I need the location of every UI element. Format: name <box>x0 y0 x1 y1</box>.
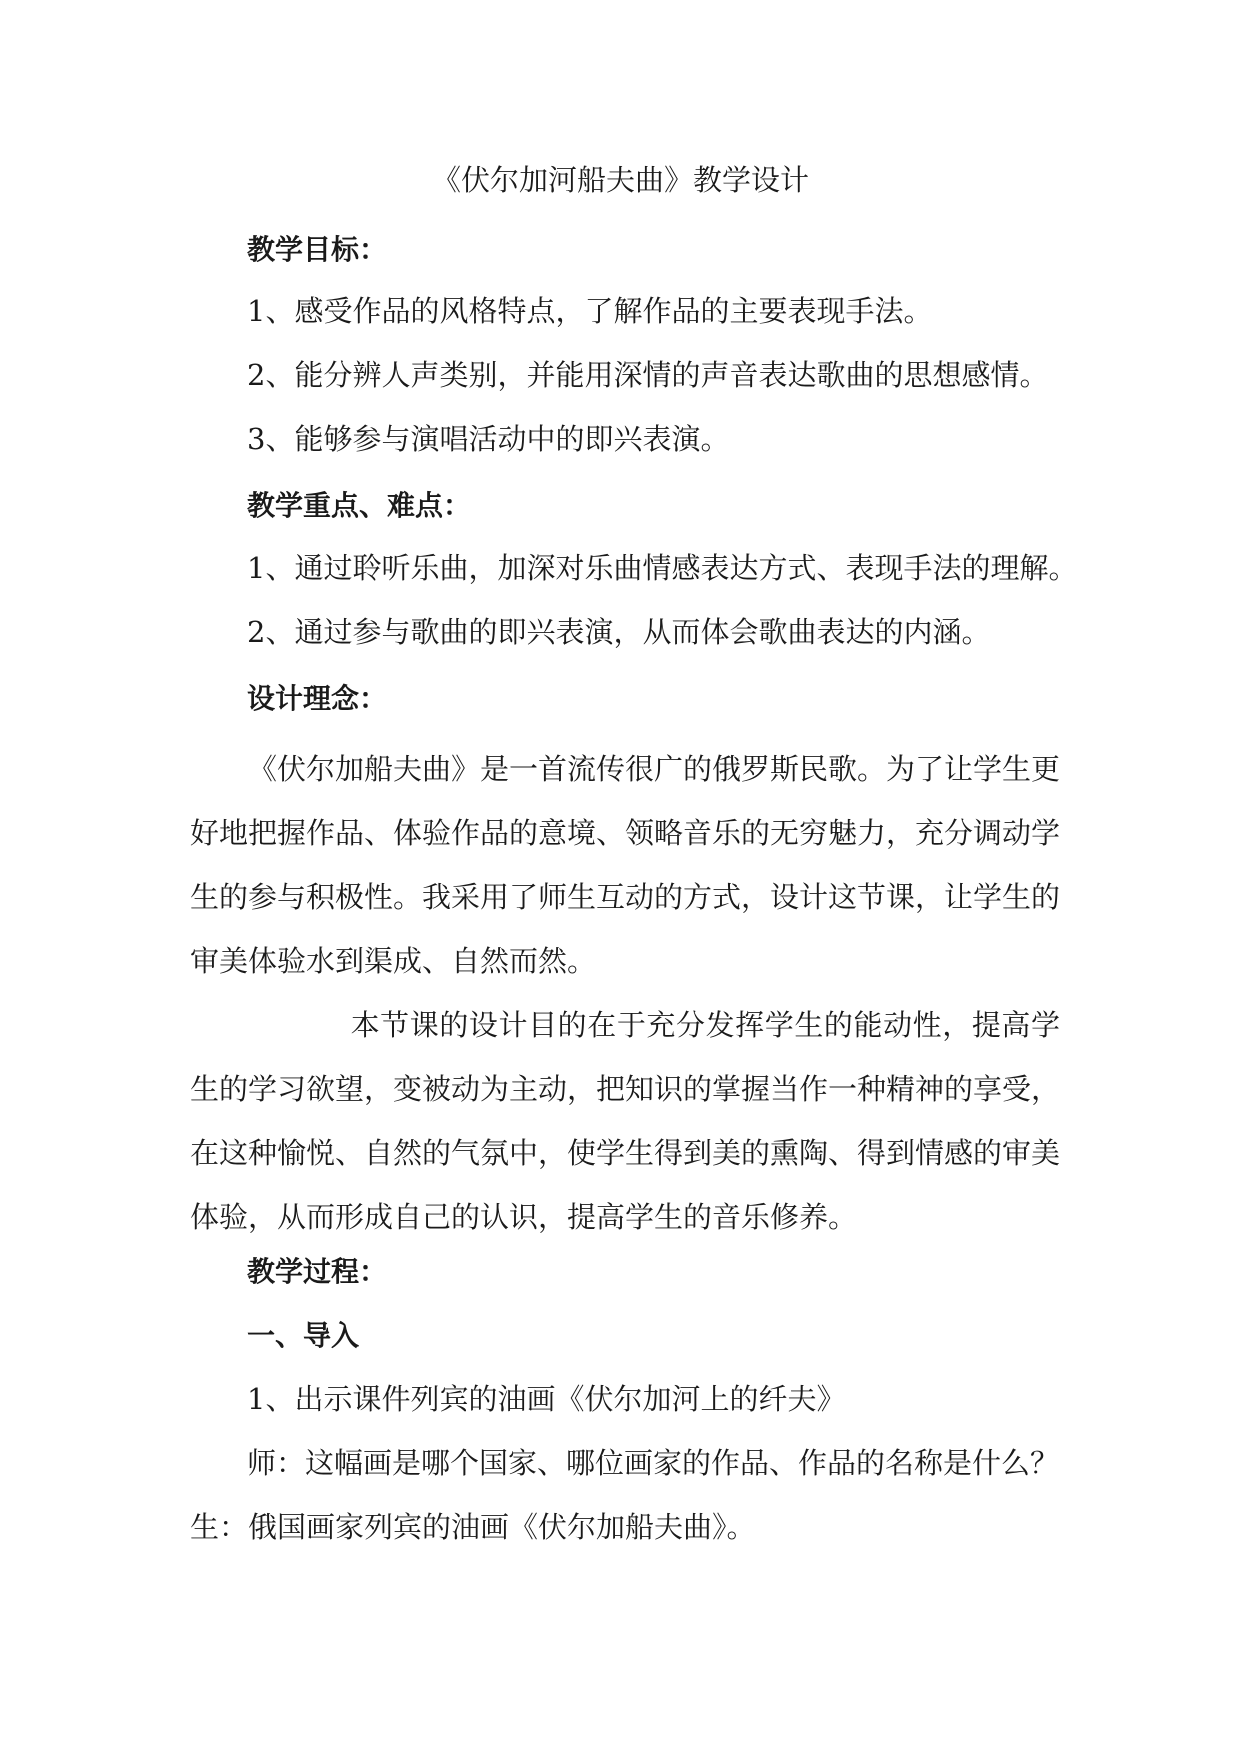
design-concept-paragraph-1-text: 《伏尔加船夫曲》是一首流传很广的俄罗斯民歌。为了让学生更好地把握作品、体验作品的意境、领略音乐的无穷魅力，充分调动学生的参与积极性。我采用了师生互动的方式，设计这节课，让学生的审美体验水到渠成、自然而然。 <box>190 752 1061 978</box>
key-points-heading: 教学重点、难点： <box>247 489 472 522</box>
objectives-heading: 教学目标： <box>247 233 388 266</box>
objective-item-1: 1、感受作品的风格特点，了解作品的主要表现手法。 <box>247 294 933 328</box>
student-answer: 生：俄国画家列宾的油画《伏尔加船夫曲》。 <box>190 1510 756 1544</box>
document-title: 《伏尔加河船夫曲》教学设计 <box>431 163 809 197</box>
process-heading: 教学过程： <box>247 1255 388 1288</box>
key-point-item-2: 2、通过参与歌曲的即兴表演，从而体会歌曲表达的内涵。 <box>247 615 991 649</box>
design-concept-paragraph-2 <box>190 993 1060 1249</box>
design-concept-heading: 设计理念： <box>247 682 388 715</box>
design-concept-paragraph-1 <box>190 737 1060 993</box>
design-concept-paragraph-2-text: 本节课的设计目的在于充分发挥学生的能动性，提高学生的学习欲望，变被动为主动，把知识的掌握当作一种精神的享受，在这种愉悦、自然的气氛中，使学生得到美的熏陶、得到情感的审美体验，从而形成自己的认识，提高学生的音乐修养。 <box>190 1008 1061 1234</box>
objective-item-3: 3、能够参与演唱活动中的即兴表演。 <box>247 422 730 456</box>
process-item-1: 1、出示课件列宾的油画《伏尔加河上的纤夫》 <box>247 1382 846 1416</box>
key-point-item-1: 1、通过聆听乐曲，加深对乐曲情感表达方式、表现手法的理解。 <box>247 551 1078 585</box>
teacher-question: 师：这幅画是哪个国家、哪位画家的作品、作品的名称是什么？ <box>247 1446 1060 1480</box>
objective-item-2: 2、能分辨人声类别，并能用深情的声音表达歌曲的思想感情。 <box>247 358 1049 392</box>
process-subheading-intro: 一、导入 <box>247 1319 360 1352</box>
